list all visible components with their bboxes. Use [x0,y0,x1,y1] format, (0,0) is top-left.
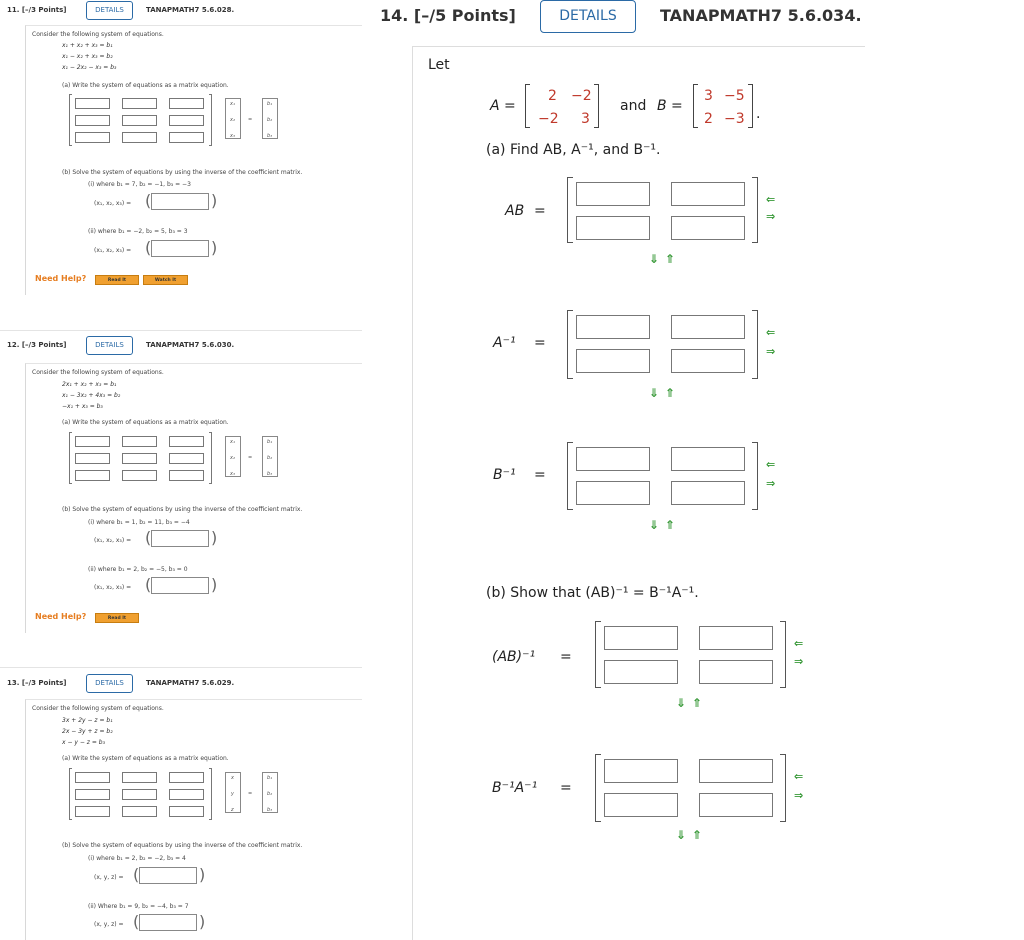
q14-binv-label: B⁻¹ [493,467,516,483]
q14-a-left-bracket [525,84,530,128]
q14-b-label: B = [657,98,683,114]
q14-abinv-21-input[interactable] [604,660,678,684]
q13-coef-input[interactable] [75,806,110,817]
q11-eq1: x₁ + x₂ + x₃ = b₁ [62,42,113,49]
q14-a-22: 3 [581,111,590,127]
q14-left-border [412,46,413,940]
q14-abinv-22-input[interactable] [699,660,773,684]
q14-binv-equals: = [534,467,546,483]
q14-ab-12-input[interactable] [671,182,745,206]
q13-tuple-i: (x, y, z) = [94,874,124,881]
q11-b-1: b₁ [267,101,273,107]
q14-panel [362,0,865,940]
q13-matrix-right-bracket [209,768,212,820]
q13-body [25,699,362,940]
q14-binvainv-remove-column-icon[interactable]: ⇐ [794,770,804,783]
q11-coef-input[interactable] [122,132,157,143]
q11-var-3: x₃ [230,133,235,139]
q14-ainv-right-bracket [752,310,758,379]
q13-b-3: b₃ [267,807,273,813]
q14-ab-right-bracket [752,177,758,243]
q11-tuple-ii: (x₁, x₂, x₃) = [94,247,132,254]
q14-binvainv-label: B⁻¹A⁻¹ [492,780,538,796]
q11-coef-input[interactable] [169,115,204,126]
q14-binv-right-bracket [752,442,758,510]
q12-details-button[interactable]: DETAILS [86,336,133,355]
q11-paren-open-ii: ( [145,238,152,257]
q14-abinv-label: (AB)⁻¹ [492,649,536,665]
q12-case-ii: (ii) where b₁ = 2, b₂ = −5, b₃ = 0 [88,566,188,573]
q14-let: Let [428,57,450,73]
q13-case-i: (i) where b₁ = 2, b₂ = −2, b₃ = 4 [88,855,186,862]
q14-binv-row-arrows-icon[interactable]: ⇓⇑ [649,518,682,532]
q11-tuple-i: (x₁, x₂, x₃) = [94,200,132,207]
q11-coef-input[interactable] [75,115,110,126]
q12-coef-input[interactable] [169,453,204,464]
q12-answer-ii-input[interactable] [151,577,209,594]
q12-points: 12. [–/3 Points] [7,341,67,349]
q14-binvainv-add-column-icon[interactable]: ⇒ [794,789,804,802]
q14-ainv-row-arrows-icon[interactable]: ⇓⇑ [649,386,682,400]
q14-binvainv-right-bracket [780,754,786,822]
q12-eq2: x₁ − 3x₂ + 4x₃ = b₂ [62,392,121,399]
q13-var-2: y [231,791,234,797]
q14-ab-remove-column-icon[interactable]: ⇐ [766,193,776,206]
q11-coef-input[interactable] [169,98,204,109]
q11-coef-input[interactable] [122,115,157,126]
q13-points: 13. [–/3 Points] [7,679,67,687]
q14-abinv-add-column-icon[interactable]: ⇒ [794,655,804,668]
q14-binv-left-bracket [567,442,573,510]
q12-var-2: x₂ [230,455,235,461]
q14-abinv-right-bracket [780,621,786,688]
q14-abinv-11-input[interactable] [604,626,678,650]
q14-binvainv-21-input[interactable] [604,793,678,817]
q11-details-button[interactable]: DETAILS [86,1,133,20]
q13-coef-input[interactable] [122,806,157,817]
q14-points: 14. [–/5 Points] [380,6,516,25]
q11-answer-ii-input[interactable] [151,240,209,257]
q14-ab-label: AB [505,203,525,219]
q14-ainv-12-input[interactable] [671,315,745,339]
q13-intro: Consider the following system of equations. [32,705,164,712]
q14-ainv-21-input[interactable] [576,349,650,373]
q14-a-right-bracket [594,84,599,128]
q12-b-1: b₁ [267,439,273,445]
q14-binv-21-input[interactable] [576,481,650,505]
q13-var-1: x [231,775,234,781]
q14-abinv-row-arrows-icon[interactable]: ⇓⇑ [676,696,709,710]
q14-ainv-22-input[interactable] [671,349,745,373]
q14-abinv-left-bracket [595,621,601,688]
q11-b-3: b₃ [267,133,273,139]
q11-points: 11. [–/3 Points] [7,6,67,14]
q12-var-1: x₁ [230,439,235,445]
q14-part-b: (b) Show that (AB)⁻¹ = B⁻¹A⁻¹. [486,585,699,601]
q14-ab-add-column-icon[interactable]: ⇒ [766,210,776,223]
q14-b-left-bracket [693,84,698,128]
q14-binvainv-left-bracket [595,754,601,822]
left-column [0,0,362,940]
q14-and: and [620,98,647,114]
q13-eq2: 2x − 3y + z = b₂ [62,728,113,735]
q11-paren-close-ii: ) [211,238,218,257]
q13-part-a: (a) Write the system of equations as a matrix equation. [62,755,229,762]
q11-coef-input[interactable] [75,98,110,109]
q14-binvainv-11-input[interactable] [604,759,678,783]
q13-header [0,673,362,697]
q14-a-11: 2 [548,88,557,104]
q14-binvainv-12-input[interactable] [699,759,773,783]
q12-intro: Consider the following system of equations. [32,369,164,376]
q12-read-it-button[interactable]: Read It [95,613,139,623]
q11-answer-i-input[interactable] [151,193,209,210]
q12-coef-input[interactable] [169,436,204,447]
q12-eq-sign: = [248,455,253,461]
q14-abinv-equals: = [560,649,572,665]
q13-paren-close-i: ) [199,865,206,884]
q11-eq-sign: = [248,117,253,123]
q11-code: TANAPMATH7 5.6.028. [146,6,235,14]
q14-a-12: −2 [571,88,592,104]
q14-binv-add-column-icon[interactable]: ⇒ [766,477,776,490]
q13-coef-input[interactable] [169,772,204,783]
q11-case-i: (i) where b₁ = 7, b₂ = −1, b₃ = −3 [88,181,191,188]
q13-coef-input[interactable] [169,789,204,800]
q11-paren-open-i: ( [145,191,152,210]
q12-need-help: Need Help? [35,612,87,621]
q12-matrix-left-bracket [69,432,72,484]
q13-case-ii: (ii) Where b₁ = 9, b₂ = −4, b₃ = 7 [88,903,189,910]
q12-coef-input[interactable] [75,436,110,447]
q14-ab-11-input[interactable] [576,182,650,206]
q14-ainv-label: A⁻¹ [493,335,516,351]
q12-header [0,335,362,359]
q14-ab-row-arrows-icon[interactable]: ⇓⇑ [649,252,682,266]
q11-eq3: x₁ − 2x₂ − x₃ = b₃ [62,64,117,71]
q11-matrix-right-bracket [209,94,212,146]
q12-code: TANAPMATH7 5.6.030. [146,341,235,349]
q14-ab-22-input[interactable] [671,216,745,240]
q12-paren-open-ii: ( [145,575,152,594]
q12-b-3: b₃ [267,471,273,477]
q14-code: TANAPMATH7 5.6.034. [660,6,862,25]
q11-eq2: x₁ − x₂ + x₃ = b₂ [62,53,113,60]
q13-b-1: b₁ [267,775,273,781]
q13-var-3: z [231,807,234,813]
q14-abinv-12-input[interactable] [699,626,773,650]
q11-coef-input[interactable] [169,132,204,143]
q12-paren-open-i: ( [145,528,152,547]
q13-part-b: (b) Solve the system of equations by using the inverse of the coefficient matrix. [62,842,303,849]
q14-b-right-bracket [748,84,753,128]
q13-answer-ii-input[interactable] [139,914,197,931]
q12-coef-input[interactable] [169,470,204,481]
q12-coef-input[interactable] [122,453,157,464]
q11-var-1: x₁ [230,101,235,107]
q12-matrix-right-bracket [209,432,212,484]
q14-abinv-remove-column-icon[interactable]: ⇐ [794,637,804,650]
q13-coef-input[interactable] [169,806,204,817]
q14-binv-22-input[interactable] [671,481,745,505]
q13-code: TANAPMATH7 5.6.029. [146,679,235,687]
q11-coef-input[interactable] [75,132,110,143]
q14-binv-12-input[interactable] [671,447,745,471]
q12-coef-input[interactable] [122,436,157,447]
q13-eq-sign: = [248,791,253,797]
q12-eq3: −x₁ + x₃ = b₃ [62,403,103,410]
q14-part-a: (a) Find AB, A⁻¹, and B⁻¹. [486,142,661,158]
q14-ainv-remove-column-icon[interactable]: ⇐ [766,326,776,339]
q14-b-21: 2 [704,111,713,127]
q13-paren-open-i: ( [133,865,140,884]
q12-case-i: (i) where b₁ = 1, b₂ = 11, b₃ = −4 [88,519,190,526]
q14-b-22: −3 [724,111,745,127]
q12-tuple-ii: (x₁, x₂, x₃) = [94,584,132,591]
q14-binvainv-row-arrows-icon[interactable]: ⇓⇑ [676,828,709,842]
q14-a-label: A = [490,98,516,114]
q11-intro: Consider the following system of equations. [32,31,164,38]
q13-answer-i-input[interactable] [139,867,197,884]
q13-coef-input[interactable] [75,789,110,800]
q12-answer-i-input[interactable] [151,530,209,547]
q14-ainv-left-bracket [567,310,573,379]
q12-coef-input[interactable] [122,470,157,481]
divider [0,330,362,331]
q13-tuple-ii: (x, y, z) = [94,921,124,928]
q12-paren-close-i: ) [211,528,218,547]
q11-watch-it-button[interactable]: Watch It [143,275,188,285]
q12-tuple-i: (x₁, x₂, x₃) = [94,537,132,544]
q11-matrix-left-bracket [69,94,72,146]
q11-paren-close-i: ) [211,191,218,210]
q13-eq3: x − y − z = b₃ [62,739,105,746]
q14-binvainv-equals: = [560,780,572,796]
q12-eq1: 2x₁ + x₂ + x₃ = b₁ [62,381,117,388]
q11-header [0,0,362,24]
q14-ainv-add-column-icon[interactable]: ⇒ [766,345,776,358]
q13-coef-input[interactable] [75,772,110,783]
q13-paren-open-ii: ( [133,912,140,931]
q12-coef-input[interactable] [75,453,110,464]
q11-part-a: (a) Write the system of equations as a matrix equation. [62,82,229,89]
q11-body [25,25,362,295]
q14-ab-equals: = [534,203,546,219]
q11-part-b: (b) Solve the system of equations by using the inverse of the coefficient matrix. [62,169,303,176]
q14-ainv-equals: = [534,335,546,351]
q11-need-help: Need Help? [35,274,87,283]
q14-details-button[interactable]: DETAILS [540,0,636,33]
q14-binv-remove-column-icon[interactable]: ⇐ [766,458,776,471]
q13-details-button[interactable]: DETAILS [86,674,133,693]
q11-read-it-button[interactable]: Read It [95,275,139,285]
q12-body [25,363,362,633]
q14-ab-left-bracket [567,177,573,243]
q13-coef-input[interactable] [122,789,157,800]
q12-part-a: (a) Write the system of equations as a matrix equation. [62,419,229,426]
q11-case-ii: (ii) where b₁ = −2, b₂ = 5, b₃ = 3 [88,228,188,235]
q12-b-2: b₂ [267,455,273,461]
q14-divider [412,46,865,47]
q14-a-21: −2 [538,111,559,127]
q14-ab-21-input[interactable] [576,216,650,240]
q13-coef-input[interactable] [122,772,157,783]
q13-paren-close-ii: ) [199,912,206,931]
q14-b-12: −5 [724,88,745,104]
q11-var-2: x₂ [230,117,235,123]
q12-part-b: (b) Solve the system of equations by using the inverse of the coefficient matrix. [62,506,303,513]
q13-matrix-left-bracket [69,768,72,820]
q13-eq1: 3x + 2y − z = b₁ [62,717,113,724]
q12-coef-input[interactable] [75,470,110,481]
q14-period: . [756,106,761,122]
q14-b-11: 3 [704,88,713,104]
q12-paren-close-ii: ) [211,575,218,594]
q12-var-3: x₃ [230,471,235,477]
q13-b-2: b₂ [267,791,273,797]
q14-binv-11-input[interactable] [576,447,650,471]
divider [0,667,362,668]
q11-b-2: b₂ [267,117,273,123]
q14-ainv-11-input[interactable] [576,315,650,339]
q11-coef-input[interactable] [122,98,157,109]
q14-binvainv-22-input[interactable] [699,793,773,817]
